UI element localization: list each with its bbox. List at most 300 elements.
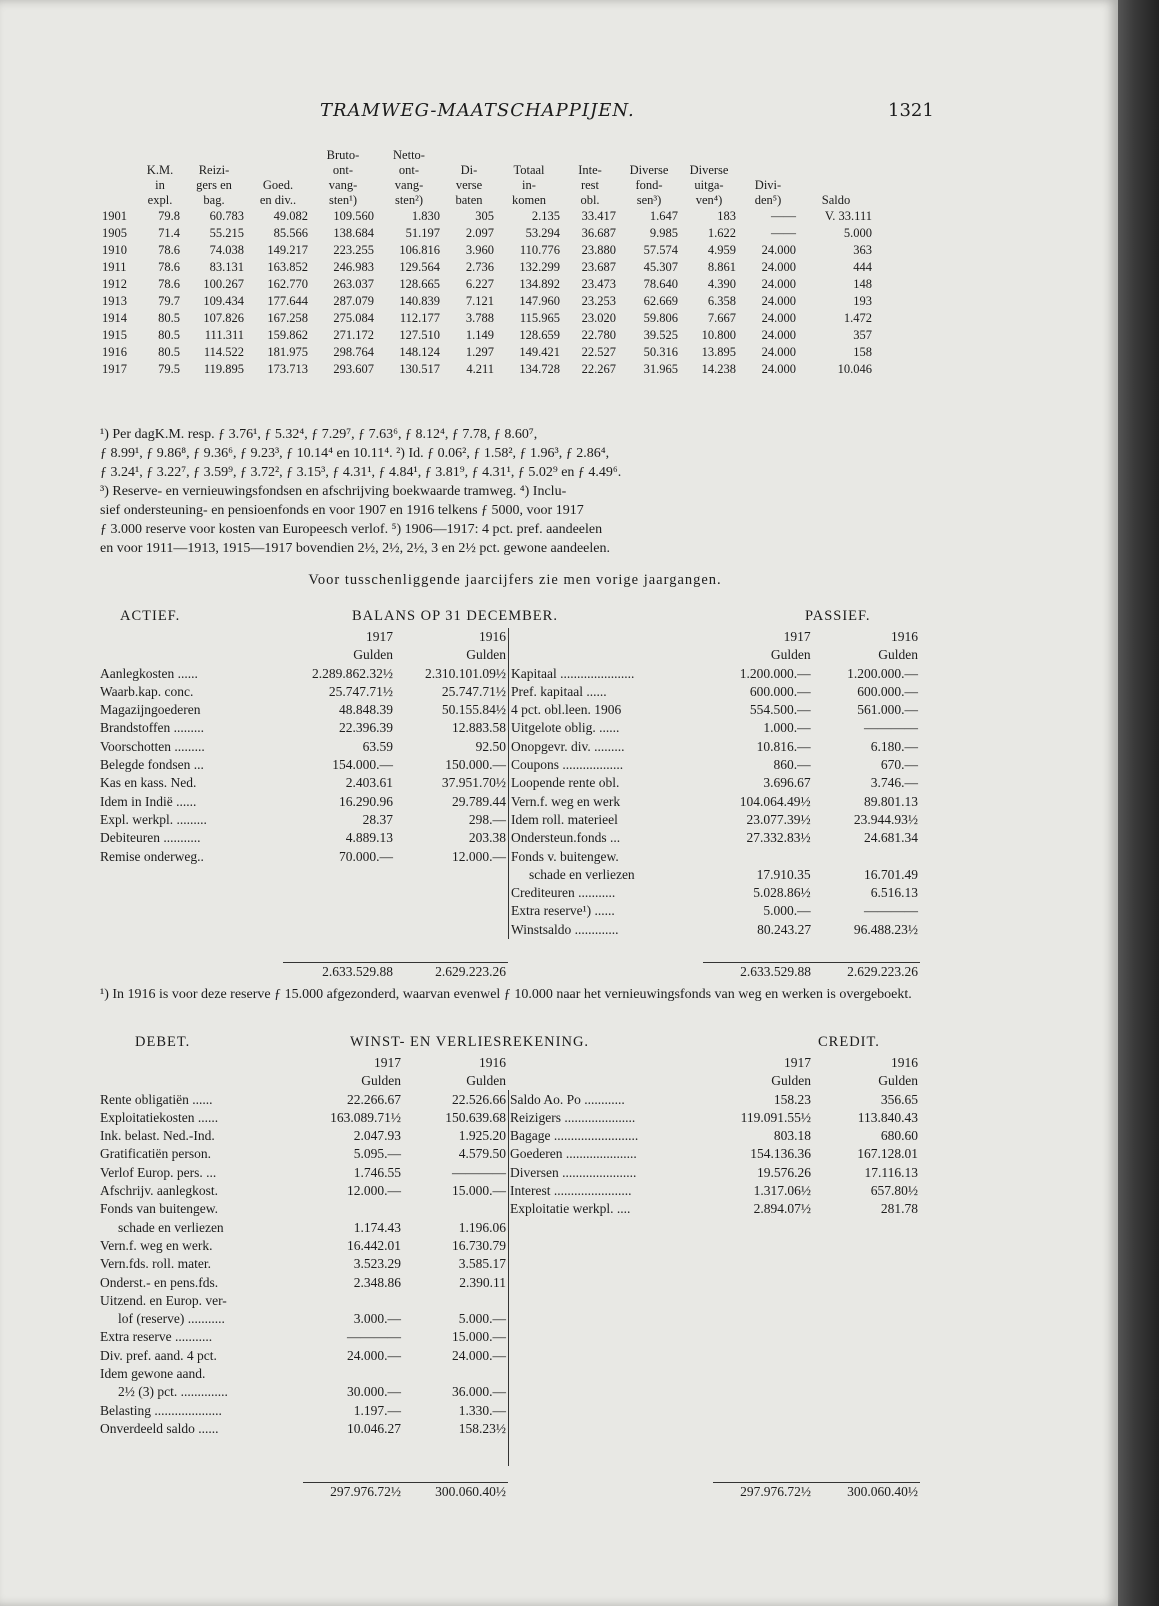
actief-row bbox=[98, 738, 508, 756]
debet-row bbox=[98, 1365, 508, 1383]
row-value: 24.000.— bbox=[347, 1347, 401, 1363]
value-cell: 177.644 bbox=[267, 294, 308, 308]
value-cell: 275.084 bbox=[333, 311, 374, 325]
row-value: 2.289.862.32½ bbox=[312, 665, 393, 681]
value-cell: 1.622 bbox=[707, 226, 736, 240]
row-label: Reizigers ..................... bbox=[510, 1109, 636, 1125]
column-header bbox=[100, 148, 138, 163]
actief-row bbox=[98, 774, 508, 792]
row-value bbox=[813, 848, 920, 866]
actief-row bbox=[98, 665, 508, 683]
value-cell: 138.684 bbox=[333, 226, 374, 240]
row-value: 1.746.55 bbox=[353, 1164, 401, 1180]
value-cell: 149.421 bbox=[519, 345, 560, 359]
row-value: 1.330.— bbox=[458, 1402, 506, 1418]
row-value: 19.576.26 bbox=[757, 1164, 811, 1180]
row-value: 1.196.06 bbox=[458, 1219, 506, 1235]
value-cell: 111.311 bbox=[204, 328, 244, 342]
value-cell: 110.776 bbox=[519, 243, 560, 257]
row-value: 17.116.13 bbox=[864, 1164, 918, 1180]
debet-total-1916: 300.060.40½ bbox=[403, 1483, 508, 1502]
footnote-line: ƒ 8.99¹, ƒ 9.86⁸, ƒ 9.36⁶, ƒ 9.23³, ƒ 10.14⁴ en 10.11⁴. ²) Id. ƒ 0.06², ƒ 1.58², ƒ 1.96³, ƒ 2.86⁴, bbox=[100, 446, 610, 461]
year-1916: 1916 bbox=[479, 629, 506, 644]
value-cell: 112.177 bbox=[399, 311, 440, 325]
passief-row bbox=[509, 921, 921, 939]
debet-row bbox=[98, 1109, 508, 1127]
row-value: 104.064.49½ bbox=[739, 793, 811, 809]
passief-row bbox=[509, 866, 921, 884]
value-cell: 106.816 bbox=[399, 243, 440, 257]
footnote-line: ƒ 3.000 reserve voor kosten van Europeesch verlof. ⁵) 1906—1917: 4 pct. pref. aandeelen bbox=[100, 522, 603, 537]
row-value: 50.155.84½ bbox=[441, 702, 506, 718]
actief-row bbox=[98, 848, 508, 866]
column-header bbox=[618, 148, 680, 163]
column-header: Saldo bbox=[821, 193, 851, 207]
row-value: 12.883.58 bbox=[452, 720, 506, 736]
column-header bbox=[680, 148, 738, 163]
year-1916: 1916 bbox=[479, 1055, 506, 1070]
column-header: uitga- bbox=[694, 178, 724, 192]
unit-label: Gulden bbox=[878, 647, 918, 663]
row-label: Brandstoffen ......... bbox=[100, 720, 204, 736]
value-cell: 22.267 bbox=[581, 362, 616, 376]
row-value: 1.317.06½ bbox=[753, 1183, 811, 1199]
value-cell: 80.5 bbox=[158, 328, 180, 342]
credit-row bbox=[508, 1164, 920, 1182]
value-cell: 114.522 bbox=[203, 345, 244, 359]
statistics-footnotes bbox=[100, 425, 930, 558]
year-cell: 1911 bbox=[102, 260, 127, 274]
row-label: Exploitatie werkpl. .... bbox=[510, 1201, 631, 1217]
value-cell: 444 bbox=[853, 260, 872, 274]
row-label: Coupons .................. bbox=[509, 756, 704, 774]
value-cell: 158 bbox=[853, 345, 872, 359]
value-cell: 51.197 bbox=[405, 226, 440, 240]
actief-row bbox=[98, 811, 508, 829]
credit-heading: CREDIT. bbox=[818, 1034, 880, 1050]
row-value: 92.50 bbox=[475, 738, 506, 754]
value-cell: 31.965 bbox=[643, 362, 678, 376]
value-cell: 4.211 bbox=[466, 362, 494, 376]
value-cell: 83.131 bbox=[209, 260, 244, 274]
unit-label: Gulden bbox=[353, 647, 393, 663]
year-1917: 1917 bbox=[366, 629, 393, 644]
row-value: 860.— bbox=[773, 757, 811, 773]
row-value: 2.894.07½ bbox=[753, 1201, 811, 1217]
row-value: 600.000.— bbox=[857, 683, 918, 699]
year-cell: 1905 bbox=[102, 226, 127, 240]
value-cell: 6.358 bbox=[707, 294, 736, 308]
value-cell: 71.4 bbox=[158, 226, 180, 240]
column-header: Totaal bbox=[513, 163, 545, 177]
value-cell: 79.7 bbox=[158, 294, 180, 308]
row-value: 167.128.01 bbox=[857, 1146, 918, 1162]
row-value bbox=[303, 1200, 403, 1218]
row-label: Remise onderweg.. bbox=[100, 848, 204, 864]
row-value: 113.840.43 bbox=[857, 1109, 918, 1125]
row-label: Interest ....................... bbox=[510, 1183, 632, 1199]
column-divider bbox=[508, 1090, 509, 1466]
row-value: 2.310.101.09½ bbox=[425, 665, 506, 681]
row-label: Extra reserve¹) ...... bbox=[509, 902, 704, 920]
actief-heading: ACTIEF. bbox=[120, 608, 181, 624]
row-value: 12.000.— bbox=[347, 1183, 401, 1199]
debet-row bbox=[98, 1091, 508, 1109]
value-cell: 6.227 bbox=[465, 277, 494, 291]
column-header bbox=[100, 178, 138, 193]
row-value: 3.523.29 bbox=[353, 1256, 401, 1272]
row-label: Kapitaal ...................... bbox=[509, 665, 704, 683]
yearly-statistics-table bbox=[100, 148, 874, 378]
value-cell: 130.517 bbox=[399, 362, 440, 376]
column-header bbox=[246, 163, 310, 178]
value-cell: 3.788 bbox=[465, 311, 494, 325]
row-label: Bagage ......................... bbox=[510, 1128, 639, 1144]
value-cell: V. 33.111 bbox=[824, 209, 872, 223]
value-cell: 23.253 bbox=[581, 294, 616, 308]
row-value: 5.000.— bbox=[763, 903, 811, 919]
value-cell: 132.299 bbox=[519, 260, 560, 274]
value-cell: 293.607 bbox=[333, 362, 374, 376]
value-cell: 10.800 bbox=[701, 328, 736, 342]
value-cell: 78.6 bbox=[158, 277, 180, 291]
value-cell: 13.895 bbox=[701, 345, 736, 359]
debet-table bbox=[98, 1054, 508, 1438]
value-cell: 287.079 bbox=[333, 294, 374, 308]
column-header: Diverse bbox=[629, 163, 669, 177]
row-label: Debiteuren ........... bbox=[100, 830, 201, 846]
value-cell: 4.959 bbox=[707, 243, 736, 257]
actief-table bbox=[98, 628, 508, 866]
row-label: Rente obligatiën ...... bbox=[100, 1091, 213, 1107]
value-cell: 127.510 bbox=[399, 328, 440, 342]
row-label: Pref. kapitaal ...... bbox=[509, 683, 704, 701]
row-value: 29.789.44 bbox=[452, 793, 506, 809]
value-cell: 148 bbox=[853, 277, 872, 291]
value-cell: 62.669 bbox=[643, 294, 678, 308]
value-cell: 2.135 bbox=[531, 209, 560, 223]
row-label: Afschrijv. aanlegkost. bbox=[100, 1183, 218, 1199]
column-header: sen³) bbox=[636, 193, 662, 207]
value-cell: 3.960 bbox=[465, 243, 494, 257]
unit-label: Gulden bbox=[770, 647, 811, 663]
stats-row bbox=[100, 293, 874, 310]
winst-title: WINST- EN VERLIESREKENING. bbox=[350, 1034, 590, 1050]
interim-note: Voor tusschenliggende jaarcijfers zie men vorige jaargangen. bbox=[308, 572, 722, 588]
row-value: 2.348.86 bbox=[353, 1274, 401, 1290]
value-cell: 8.861 bbox=[707, 260, 736, 274]
column-header: Netto- bbox=[393, 148, 425, 162]
year-cell: 1901 bbox=[102, 209, 127, 223]
value-cell: 4.390 bbox=[707, 277, 736, 291]
passief-row bbox=[509, 701, 921, 719]
page-number: 1321 bbox=[888, 100, 934, 121]
row-value: 1.174.43 bbox=[353, 1219, 401, 1235]
row-value: 803.18 bbox=[773, 1128, 811, 1144]
column-header bbox=[138, 148, 182, 163]
value-cell: 128.659 bbox=[519, 328, 560, 342]
passief-row bbox=[509, 665, 921, 683]
row-label: Gratificatiën person. bbox=[100, 1146, 211, 1162]
debet-row bbox=[98, 1328, 508, 1346]
value-cell: 129.564 bbox=[399, 260, 440, 274]
column-header: expl. bbox=[147, 193, 173, 207]
year-1917: 1917 bbox=[374, 1055, 401, 1070]
value-cell: 24.000 bbox=[761, 294, 796, 308]
row-label: schade en verliezen bbox=[509, 866, 704, 884]
row-value: 657.80½ bbox=[870, 1183, 918, 1199]
value-cell: 74.038 bbox=[209, 243, 244, 257]
row-label: Div. pref. aand. 4 pct. bbox=[100, 1347, 217, 1363]
row-value: 16.290.96 bbox=[339, 793, 393, 809]
column-header: ven⁴) bbox=[695, 193, 723, 207]
row-value: 15.000.— bbox=[452, 1329, 506, 1345]
row-value: 70.000.— bbox=[339, 848, 393, 864]
row-value: 5.028.86½ bbox=[753, 885, 811, 901]
actief-row bbox=[98, 756, 508, 774]
row-label: Vern.f. weg en werk. bbox=[100, 1237, 213, 1253]
unit-label: Gulden bbox=[361, 1073, 401, 1089]
row-value: 96.488.23½ bbox=[853, 921, 918, 937]
stats-header-row bbox=[100, 178, 874, 193]
value-cell: 24.000 bbox=[761, 362, 796, 376]
footnote-line: ƒ 3.24¹, ƒ 3.22⁷, ƒ 3.59⁹, ƒ 3.72², ƒ 3.15³, ƒ 4.31¹, ƒ 4.84¹, ƒ 3.81⁹, ƒ 4.31¹, ƒ 5.02⁹ en ƒ 4.49⁶. bbox=[100, 465, 622, 480]
row-value: 163.089.71½ bbox=[330, 1109, 401, 1125]
row-value: 63.59 bbox=[362, 738, 393, 754]
value-cell: 53.294 bbox=[525, 226, 560, 240]
value-cell: 57.574 bbox=[643, 243, 678, 257]
column-header: baten bbox=[455, 193, 483, 207]
year-cell: 1912 bbox=[102, 277, 127, 291]
column-header: Inte- bbox=[578, 163, 602, 177]
passief-row bbox=[509, 902, 921, 920]
value-cell: 45.307 bbox=[643, 260, 678, 274]
row-value: 1.000.— bbox=[763, 720, 811, 736]
footnote-line: sief ondersteuning- en pensioenfonds en voor 1907 en 1916 telkens ƒ 5000, voor 1917 bbox=[100, 503, 584, 518]
value-cell: 159.862 bbox=[267, 328, 308, 342]
year-cell: 1916 bbox=[102, 345, 127, 359]
value-cell: 78.6 bbox=[158, 260, 180, 274]
row-value: 1.925.20 bbox=[458, 1128, 506, 1144]
stats-row bbox=[100, 225, 874, 242]
row-value: 37.951.70½ bbox=[441, 775, 506, 791]
row-value: 6.180.— bbox=[870, 738, 918, 754]
column-header: ont- bbox=[332, 163, 354, 177]
row-value: 3.696.67 bbox=[763, 775, 811, 791]
row-value: 3.746.— bbox=[870, 775, 918, 791]
row-label: Exploitatiekosten ...... bbox=[100, 1109, 219, 1125]
row-label: Onopgevr. div. ......... bbox=[509, 738, 704, 756]
row-value: 10.046.27 bbox=[347, 1420, 401, 1436]
debet-row bbox=[98, 1164, 508, 1182]
stats-row bbox=[100, 361, 874, 378]
value-cell: 7.121 bbox=[465, 294, 494, 308]
value-cell: 2.736 bbox=[465, 260, 494, 274]
column-header bbox=[246, 148, 310, 163]
actief-total-1917: 2.633.529.88 bbox=[283, 963, 395, 982]
actief-row bbox=[98, 719, 508, 737]
row-value: 600.000.— bbox=[749, 683, 811, 699]
value-cell: 246.983 bbox=[333, 260, 374, 274]
column-header bbox=[496, 148, 562, 163]
passief-row bbox=[509, 756, 921, 774]
actief-row bbox=[98, 829, 508, 847]
row-label: Vern.f. weg en werk bbox=[509, 793, 704, 811]
row-label: Crediteuren ........... bbox=[509, 884, 704, 902]
value-cell: 24.000 bbox=[761, 260, 796, 274]
row-value: 22.396.39 bbox=[339, 720, 393, 736]
debet-row bbox=[98, 1402, 508, 1420]
column-header bbox=[738, 148, 798, 163]
row-value: 5.000.— bbox=[458, 1311, 506, 1327]
value-cell: 1.647 bbox=[649, 209, 678, 223]
row-label: Uitgelote oblig. ...... bbox=[509, 719, 704, 737]
debet-row bbox=[98, 1310, 508, 1328]
row-label: Waarb.kap. conc. bbox=[100, 683, 194, 699]
row-value: 680.60 bbox=[880, 1128, 918, 1144]
stats-row bbox=[100, 276, 874, 293]
row-value: 3.000.— bbox=[353, 1311, 401, 1327]
column-header: fond- bbox=[635, 178, 663, 192]
credit-row bbox=[508, 1145, 920, 1163]
value-cell: 2.097 bbox=[465, 226, 494, 240]
row-label: schade en verliezen bbox=[118, 1219, 224, 1235]
value-cell: 85.566 bbox=[273, 226, 308, 240]
value-cell: 183 bbox=[717, 209, 736, 223]
value-cell: 162.770 bbox=[267, 277, 308, 291]
value-cell: 163.852 bbox=[267, 260, 308, 274]
row-label: Verlof Europ. pers. ... bbox=[100, 1164, 217, 1180]
stats-header-row bbox=[100, 148, 874, 163]
value-cell: 134.728 bbox=[519, 362, 560, 376]
stats-row bbox=[100, 242, 874, 259]
value-cell: 298.764 bbox=[333, 345, 374, 359]
row-value bbox=[303, 1365, 403, 1383]
column-header: Di- bbox=[460, 163, 478, 177]
value-cell: 305 bbox=[475, 209, 494, 223]
row-value: 17.910.35 bbox=[756, 866, 811, 882]
passief-row bbox=[509, 719, 921, 737]
value-cell: 109.560 bbox=[333, 209, 374, 223]
value-cell: 7.667 bbox=[707, 311, 736, 325]
row-value: 298.— bbox=[468, 811, 506, 827]
row-label: Goederen ..................... bbox=[510, 1146, 637, 1162]
column-header bbox=[442, 148, 496, 163]
passief-total-1917: 2.633.529.88 bbox=[703, 963, 813, 982]
stats-row bbox=[100, 344, 874, 361]
passief-row bbox=[509, 829, 921, 847]
row-label: 4 pct. obl.leen. 1906 bbox=[509, 701, 704, 719]
row-label: Uitzend. en Europ. ver- bbox=[100, 1292, 227, 1308]
column-header bbox=[738, 163, 798, 178]
value-cell: 23.020 bbox=[581, 311, 616, 325]
debet-row bbox=[98, 1182, 508, 1200]
winst-totals bbox=[98, 1482, 920, 1501]
stats-row bbox=[100, 327, 874, 344]
row-value: 22.526.66 bbox=[452, 1091, 506, 1107]
actief-row bbox=[98, 701, 508, 719]
debet-total-1917: 297.976.72½ bbox=[303, 1483, 403, 1502]
value-cell: —— bbox=[771, 226, 796, 240]
year-1916: 1916 bbox=[891, 1055, 918, 1070]
row-label: Aanlegkosten ...... bbox=[100, 665, 198, 681]
value-cell: 60.783 bbox=[209, 209, 244, 223]
stats-row bbox=[100, 310, 874, 327]
stats-row bbox=[100, 208, 874, 225]
value-cell: 115.965 bbox=[519, 311, 560, 325]
column-header: ont- bbox=[398, 163, 420, 177]
passief-row bbox=[509, 884, 921, 902]
debet-row bbox=[98, 1200, 508, 1218]
row-label: Expl. werkpl. ......... bbox=[100, 811, 207, 827]
column-header: gers en bbox=[196, 178, 232, 192]
row-value: 119.091.55½ bbox=[740, 1109, 811, 1125]
value-cell: 78.6 bbox=[158, 243, 180, 257]
value-cell: 5.000 bbox=[843, 226, 872, 240]
value-cell: 23.880 bbox=[581, 243, 616, 257]
value-cell: 107.826 bbox=[203, 311, 244, 325]
row-label: Onderst.- en pens.fds. bbox=[100, 1274, 219, 1290]
row-label: 2½ (3) pct. .............. bbox=[118, 1384, 228, 1400]
debet-row bbox=[98, 1274, 508, 1292]
column-header: rest bbox=[580, 178, 600, 192]
debet-row bbox=[98, 1219, 508, 1237]
passief-row bbox=[509, 738, 921, 756]
credit-row bbox=[508, 1109, 920, 1127]
value-cell: 181.975 bbox=[267, 345, 308, 359]
row-value bbox=[703, 848, 813, 866]
row-value bbox=[403, 1292, 508, 1310]
row-value: 2.403.61 bbox=[345, 775, 393, 791]
row-value: 22.266.67 bbox=[347, 1091, 401, 1107]
footnote-line: ¹) Per dagK.M. resp. ƒ 3.76¹, ƒ 5.32⁴, ƒ 7.29⁷, ƒ 7.63⁶, ƒ 8.12⁴, ƒ 7.78, ƒ 8.60⁷, bbox=[100, 427, 538, 442]
value-cell: 79.5 bbox=[158, 362, 180, 376]
value-cell: 357 bbox=[853, 328, 872, 342]
value-cell: 109.434 bbox=[203, 294, 244, 308]
row-label: Idem roll. materieel bbox=[509, 811, 704, 829]
stats-header-row bbox=[100, 193, 874, 208]
row-value: ———— bbox=[347, 1329, 401, 1345]
column-header: sten²) bbox=[394, 193, 424, 207]
row-value: 3.585.17 bbox=[458, 1256, 506, 1272]
value-cell: 23.473 bbox=[581, 277, 616, 291]
passief-row bbox=[509, 793, 921, 811]
unit-label: Gulden bbox=[771, 1073, 811, 1089]
row-value: 30.000.— bbox=[347, 1384, 401, 1400]
passief-row bbox=[509, 811, 921, 829]
column-header: vang- bbox=[394, 178, 424, 192]
row-value: 25.747.71½ bbox=[441, 683, 506, 699]
row-value: 154.000.— bbox=[332, 757, 393, 773]
row-label: Onverdeeld saldo ...... bbox=[100, 1420, 219, 1436]
value-cell: 24.000 bbox=[761, 277, 796, 291]
debet-heading: DEBET. bbox=[135, 1034, 191, 1050]
footnote-line: en voor 1911—1913, 1915—1917 bovendien 2½, 2½, 2½, 3 en 2½ pct. gewone aandeelen. bbox=[100, 541, 610, 556]
value-cell: 10.046 bbox=[837, 362, 872, 376]
value-cell: 128.665 bbox=[399, 277, 440, 291]
year-cell: 1914 bbox=[102, 311, 127, 325]
debet-row bbox=[98, 1127, 508, 1145]
row-value bbox=[403, 1365, 508, 1383]
row-value: 150.000.— bbox=[445, 757, 506, 773]
row-value: 356.65 bbox=[880, 1091, 918, 1107]
column-header: Divi- bbox=[754, 178, 782, 192]
column-header bbox=[798, 163, 874, 178]
year-1917: 1917 bbox=[783, 629, 811, 644]
running-header: TRAMWEG-MAATSCHAPPIJEN. bbox=[320, 100, 635, 121]
row-label: Voorschotten ......... bbox=[100, 738, 205, 754]
value-cell: 1.472 bbox=[843, 311, 872, 325]
